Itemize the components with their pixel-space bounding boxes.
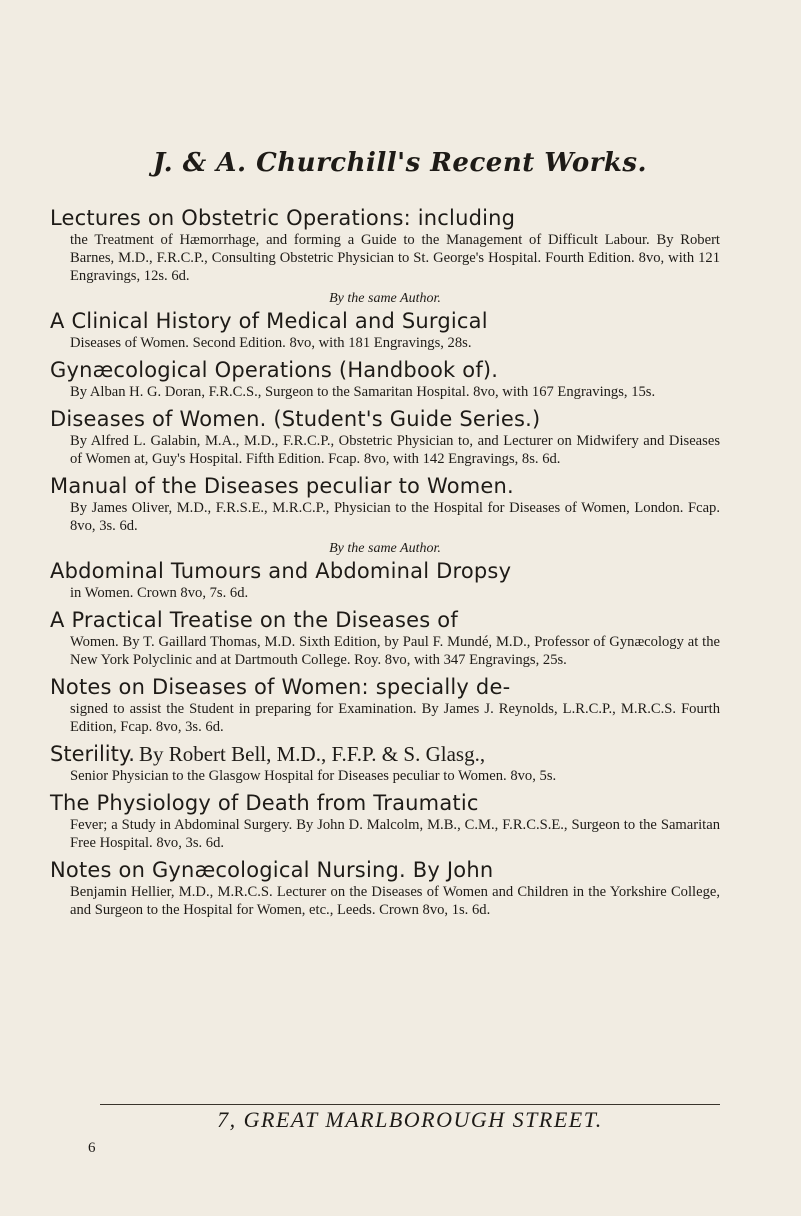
book-description: Women. By T. Gaillard Thomas, M.D. Sixth Edition, by Paul F. Mundé, M.D., Professor of Gynæcology at the New York Polyclinic and at Dartmouth College. Roy. 8vo, with 347 Engravings, 25s. [70, 634, 720, 668]
book-title: Manual of the Diseases peculiar to Women. [50, 474, 514, 498]
book-description: By Alban H. G. Doran, F.R.C.S., Surgeon to the Samaritan Hospital. 8vo, with 167 Engravings, 15s. [70, 384, 656, 400]
book-title: A Clinical History of Medical and Surgical [50, 309, 488, 333]
book-description: Benjamin Hellier, M.D., M.R.C.S. Lecturer on the Diseases of Women and Children in the Yorkshire College, and Surgeon to the Hospital for Women, etc., Leeds. Crown 8vo, 1s. 6d. [70, 884, 720, 918]
book-title-main: Sterility. [50, 742, 135, 766]
book-entry [50, 790, 720, 852]
book-list [50, 205, 720, 924]
book-title: Lectures on Obstetric Operations: including [50, 206, 516, 230]
book-title [50, 741, 720, 767]
book-description: Fever; a Study in Abdominal Surgery. By John D. Malcolm, M.B., C.M., F.R.C.S.E., Surgeon to the Samaritan Free Hospital. 8vo, 3s. 6d. [70, 817, 720, 851]
book-description: By James Oliver, M.D., F.R.S.E., M.R.C.P., Physician to the Hospital for Diseases of Women, London. Fcap. 8vo, 3s. 6d. [70, 500, 720, 534]
byline: By the same Author. [329, 291, 441, 306]
book-entry [50, 607, 720, 669]
book-entry [50, 674, 720, 736]
book-title: Abdominal Tumours and Abdominal Dropsy [50, 559, 512, 583]
byline: By the same Author. [329, 541, 441, 556]
book-entry [50, 741, 720, 785]
book-entry [50, 406, 720, 468]
book-title: Gynæcological Operations (Handbook of). [50, 358, 499, 382]
book-title: Diseases of Women. (Student's Guide Series.) [50, 407, 541, 431]
book-description: By Alfred L. Galabin, M.A., M.D., F.R.C.P., Obstetric Physician to, and Lecturer on Midwifery and Diseases of Women at, Guy's Hospital. Fifth Edition. Fcap. 8vo, with 142 Engravings, 8s. 6d. [70, 433, 720, 467]
book-title: Notes on Diseases of Women: specially de- [50, 675, 511, 699]
publisher-address: 7, GREAT MARLBOROUGH STREET. [100, 1104, 720, 1133]
page-number: 6 [88, 1140, 96, 1156]
book-entry [50, 357, 720, 401]
book-title: Notes on Gynæcological Nursing. By John [50, 858, 494, 882]
book-description: Senior Physician to the Glasgow Hospital for Diseases peculiar to Women. 8vo, 5s. [70, 768, 557, 784]
book-description: signed to assist the Student in preparing for Examination. By James J. Reynolds, L.R.C.P., M.R.C.S. Fourth Edition, Fcap. 8vo, 3s. 6d. [70, 701, 720, 735]
book-entry [50, 857, 720, 919]
book-description: Diseases of Women. Second Edition. 8vo, with 181 Engravings, 28s. [70, 335, 472, 351]
book-description: the Treatment of Hæmorrhage, and forming a Guide to the Management of Difficult Labour. By Robert Barnes, M.D., F.R.C.P., Consulting Obstetric Physician to St. George's Hospital. Fourth Edition. 8vo, with 121 Engravings, 12s. 6d. [70, 232, 720, 284]
book-entry [50, 540, 720, 602]
book-entry [50, 473, 720, 535]
book-description: in Women. Crown 8vo, 7s. 6d. [70, 585, 249, 601]
book-title: A Practical Treatise on the Diseases of [50, 608, 458, 632]
book-title: The Physiology of Death from Traumatic [50, 791, 479, 815]
book-entry [50, 290, 720, 352]
book-entry [50, 205, 720, 285]
book-title-author: By Robert Bell, M.D., F.F.P. & S. Glasg., [138, 742, 486, 766]
page-header: J. & A. Churchill's Recent Works. [152, 148, 648, 178]
